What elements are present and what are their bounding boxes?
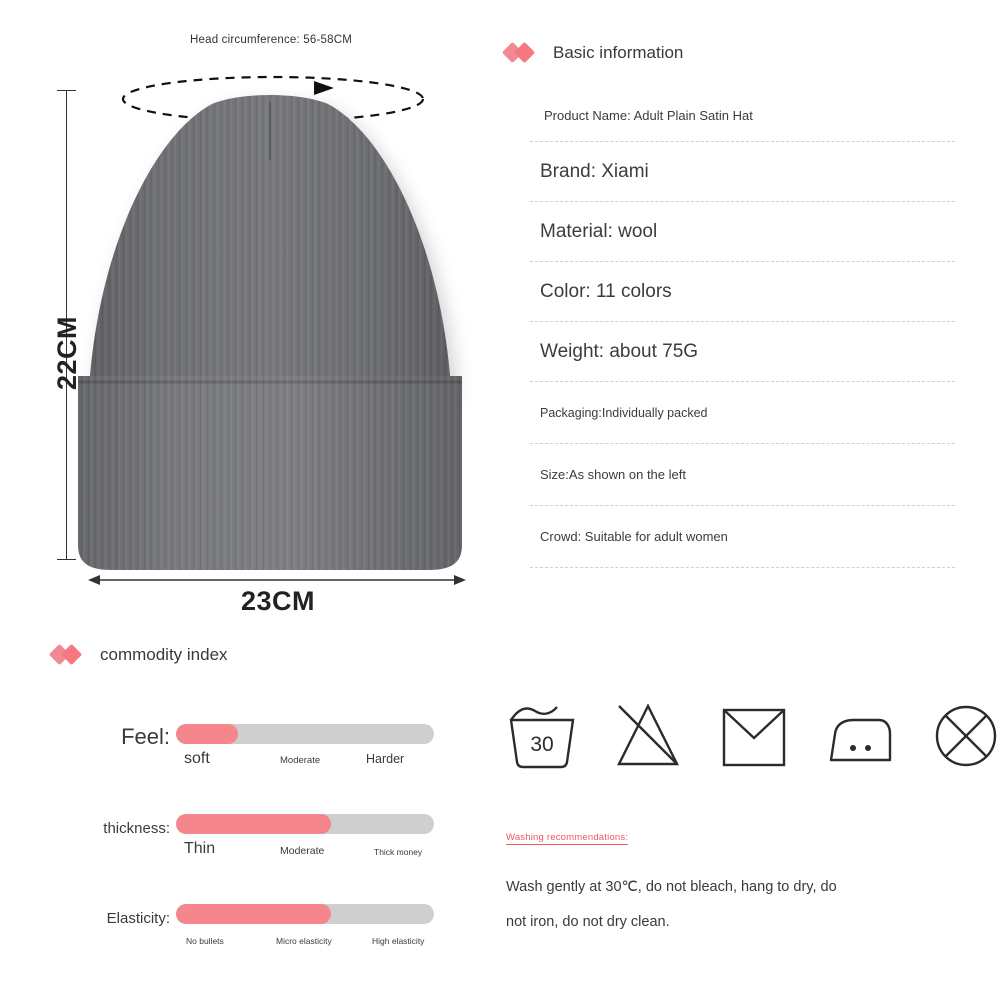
index-bar-thickness — [176, 814, 434, 834]
do-not-bleach-icon — [611, 698, 685, 775]
tick-label: Thin — [184, 840, 216, 857]
tick-label: Moderate — [280, 845, 325, 857]
index-label-feel: Feel: — [121, 724, 170, 749]
svg-text:30: 30 — [530, 733, 554, 756]
tick-label: Harder — [366, 752, 405, 766]
tick-label: No bullets — [186, 936, 224, 946]
tick-label: Thick money — [374, 847, 423, 857]
hang-to-dry-icon — [717, 698, 791, 775]
diamond-bullet-icon — [505, 42, 541, 64]
index-label-thickness: thickness: — [103, 820, 170, 837]
index-row-elasticity — [0, 890, 460, 956]
table-row — [530, 90, 955, 142]
index-bar-feel — [176, 724, 434, 744]
basic-information-title: Basic information — [553, 43, 684, 62]
tick-label: Micro elasticity — [276, 936, 332, 946]
commodity-index-chart — [0, 690, 500, 990]
tick-label: High elasticity — [372, 936, 425, 946]
basic-information-table — [530, 90, 955, 568]
index-bar-elasticity — [176, 904, 434, 924]
diamond-bullet-icon — [52, 644, 88, 666]
crowd-value: Crowd: Suitable for adult women — [540, 529, 728, 544]
do-not-iron-icon — [823, 698, 897, 775]
washing-instructions — [506, 870, 976, 940]
material-value: Material: wool — [540, 220, 658, 242]
washing-instruction-line-2: not iron, do not dry clean. — [506, 913, 670, 930]
brand-value: Brand: Xiami — [540, 160, 649, 182]
head-circumference-label: Head circumference: 56-58CM — [190, 34, 352, 46]
height-dimension-label: 22CM — [52, 315, 82, 390]
washing-recommendations-note — [506, 832, 628, 843]
commodity-index-header — [52, 644, 228, 666]
wash-30-icon — [505, 698, 579, 775]
product-name-value: Product Name: Adult Plain Satin Hat — [544, 108, 753, 123]
weight-value: Weight: about 75G — [540, 340, 699, 362]
index-row-feel — [0, 710, 460, 776]
tick-label: Moderate — [280, 755, 321, 766]
beanie-hat-image — [60, 90, 480, 570]
commodity-index-title: commodity index — [100, 645, 228, 664]
table-row — [530, 202, 955, 262]
table-row — [530, 506, 955, 568]
tick-label: soft — [184, 750, 210, 767]
size-value: Size:As shown on the left — [540, 467, 686, 482]
table-row — [530, 444, 955, 506]
washing-icons — [505, 698, 1000, 775]
table-row — [530, 262, 955, 322]
index-label-elasticity: Elasticity: — [106, 910, 170, 927]
product-illustration — [0, 0, 500, 630]
index-row-thickness — [0, 800, 460, 866]
packaging-value: Packaging:Individually packed — [540, 405, 708, 420]
table-row — [530, 142, 955, 202]
basic-information-header — [505, 42, 683, 64]
table-row — [530, 322, 955, 382]
color-value: Color: 11 colors — [540, 280, 672, 302]
table-row — [530, 382, 955, 444]
width-dimension-label: 23CM — [240, 586, 316, 616]
washing-instruction-line-1: Wash gently at 30℃, do not bleach, hang to dry, do — [506, 879, 837, 895]
washing-note-text: Washing recommendations: — [506, 832, 629, 843]
do-not-dry-clean-icon — [929, 698, 1000, 775]
washing-care-section — [500, 690, 1000, 990]
